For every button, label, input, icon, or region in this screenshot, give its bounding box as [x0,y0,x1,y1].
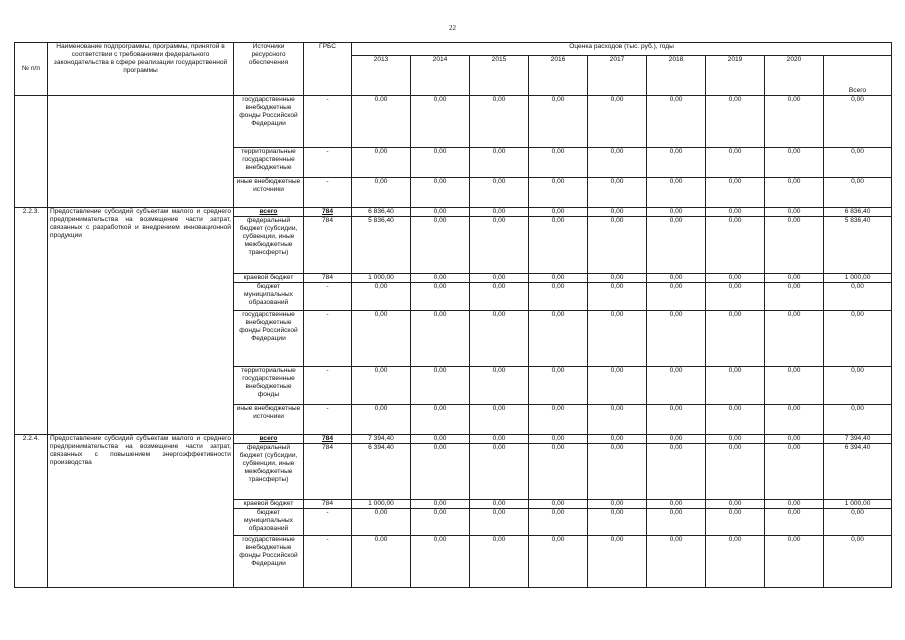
grbs-cell: - [304,311,352,367]
header-year: 2016 [529,56,588,96]
total-value-cell: 0,00 [824,148,892,178]
year-value-cell: 0,00 [706,500,765,509]
header-no: № п/п [15,43,48,96]
grbs-cell: - [304,283,352,311]
year-value-cell: 0,00 [706,96,765,148]
total-value-cell: 0,00 [824,96,892,148]
year-value-cell: 0,00 [647,311,706,367]
total-value-cell: 0,00 [824,405,892,435]
source-cell: территориальные государственные внебюджетные [234,148,304,178]
year-value-cell: 0,00 [588,283,647,311]
year-value-cell: 0,00 [470,367,529,405]
header-year: 2014 [411,56,470,96]
year-value-cell: 0,00 [588,367,647,405]
header-total: Всего [824,56,892,96]
year-value-cell: 0,00 [529,208,588,217]
year-value-cell: 0,00 [529,367,588,405]
year-value-cell: 0,00 [352,405,411,435]
source-cell: федеральный бюджет (субсидии, субвенции, иные межбюджетные трансферты) [234,444,304,500]
year-value-cell: 0,00 [352,536,411,588]
item-number: 2.2.3. [15,208,48,435]
year-value-cell: 0,00 [588,405,647,435]
year-value-cell: 0,00 [529,217,588,274]
source-cell: всего [234,435,304,444]
total-value-cell: 5 836,40 [824,217,892,274]
year-value-cell: 0,00 [647,217,706,274]
year-value-cell: 0,00 [411,217,470,274]
year-value-cell: 0,00 [411,405,470,435]
year-value-cell: 0,00 [706,435,765,444]
year-value-cell: 0,00 [706,444,765,500]
year-value-cell: 0,00 [529,509,588,536]
year-value-cell: 6 836,40 [352,208,411,217]
year-value-cell: 0,00 [765,435,824,444]
source-cell: государственные внебюджетные фонды Российской Федерации [234,536,304,588]
year-value-cell: 0,00 [588,509,647,536]
source-cell: краевой бюджет [234,500,304,509]
grbs-cell: - [304,509,352,536]
total-value-cell: 0,00 [824,509,892,536]
year-value-cell: 0,00 [529,178,588,208]
year-value-cell: 0,00 [706,405,765,435]
year-value-cell: 0,00 [411,96,470,148]
year-value-cell: 0,00 [588,536,647,588]
source-cell: государственные внебюджетные фонды Российской Федерации [234,311,304,367]
total-value-cell: 6 394,40 [824,444,892,500]
year-value-cell: 0,00 [765,367,824,405]
year-value-cell: 0,00 [352,178,411,208]
year-value-cell: 0,00 [470,96,529,148]
year-value-cell: 0,00 [470,178,529,208]
year-value-cell: 0,00 [588,274,647,283]
year-value-cell: 1 000,00 [352,274,411,283]
year-value-cell: 0,00 [352,367,411,405]
year-value-cell: 0,00 [529,311,588,367]
table-row [15,96,892,148]
year-value-cell: 0,00 [706,367,765,405]
total-value-cell: 6 836,40 [824,208,892,217]
year-value-cell: 0,00 [470,217,529,274]
item-number: 2.2.4. [15,435,48,588]
year-value-cell: 0,00 [765,509,824,536]
year-value-cell: 5 836,40 [352,217,411,274]
header-grbs: ГРБС [304,43,352,96]
year-value-cell: 0,00 [647,178,706,208]
year-value-cell: 0,00 [765,444,824,500]
year-value-cell: 0,00 [706,274,765,283]
header-year: 2017 [588,56,647,96]
year-value-cell: 0,00 [706,148,765,178]
total-value-cell: 0,00 [824,536,892,588]
year-value-cell: 0,00 [706,283,765,311]
header-year: 2015 [470,56,529,96]
year-value-cell: 0,00 [647,96,706,148]
grbs-cell: 784 [304,444,352,500]
grbs-cell: 784 [304,208,352,217]
source-cell: государственные внебюджетные фонды Российской Федерации [234,96,304,148]
grbs-cell: - [304,96,352,148]
year-value-cell: 0,00 [470,500,529,509]
year-value-cell: 0,00 [411,536,470,588]
year-value-cell: 0,00 [706,509,765,536]
year-value-cell: 0,00 [647,509,706,536]
year-value-cell: 0,00 [529,148,588,178]
year-value-cell: 0,00 [411,435,470,444]
year-value-cell: 0,00 [706,311,765,367]
total-value-cell: 1 000,00 [824,500,892,509]
year-value-cell: 0,00 [588,311,647,367]
year-value-cell: 0,00 [470,435,529,444]
source-cell: иные внебюджетные источники [234,178,304,208]
year-value-cell: 0,00 [765,311,824,367]
year-value-cell: 0,00 [706,208,765,217]
year-value-cell: 0,00 [647,148,706,178]
year-value-cell: 0,00 [647,435,706,444]
source-cell: территориальные государственные внебюджетные фонды [234,367,304,405]
grbs-cell: - [304,178,352,208]
year-value-cell: 0,00 [765,283,824,311]
year-value-cell: 0,00 [411,178,470,208]
year-value-cell: 0,00 [765,178,824,208]
year-value-cell: 0,00 [529,500,588,509]
year-value-cell: 0,00 [647,274,706,283]
year-value-cell: 0,00 [470,509,529,536]
year-value-cell: 0,00 [470,283,529,311]
year-value-cell: 0,00 [647,405,706,435]
year-value-cell: 0,00 [411,274,470,283]
year-value-cell: 7 394,40 [352,435,411,444]
year-value-cell: 0,00 [588,435,647,444]
year-value-cell: 0,00 [529,283,588,311]
year-value-cell: 0,00 [765,217,824,274]
year-value-cell: 0,00 [588,444,647,500]
year-value-cell: 0,00 [588,217,647,274]
year-value-cell: 0,00 [706,178,765,208]
year-value-cell: 0,00 [411,500,470,509]
year-value-cell: 0,00 [765,405,824,435]
item-name: Предоставление субсидий субъектам малого и среднего предпринимательства на возмещение части затрат, связанных с повышением энергоэффективности производства [48,435,234,588]
year-value-cell: 0,00 [411,148,470,178]
year-value-cell: 0,00 [352,311,411,367]
grbs-cell: - [304,536,352,588]
year-value-cell: 0,00 [470,536,529,588]
year-value-cell: 0,00 [588,148,647,178]
total-value-cell: 0,00 [824,367,892,405]
year-value-cell: 0,00 [647,208,706,217]
year-value-cell: 0,00 [529,435,588,444]
year-value-cell: 0,00 [647,500,706,509]
year-value-cell: 0,00 [470,274,529,283]
year-value-cell: 0,00 [411,367,470,405]
source-cell: краевой бюджет [234,274,304,283]
year-value-cell: 0,00 [765,500,824,509]
table-row [15,435,892,444]
year-value-cell: 0,00 [529,274,588,283]
total-value-cell: 0,00 [824,283,892,311]
source-cell: бюджет муниципальных образований [234,283,304,311]
total-value-cell: 7 394,40 [824,435,892,444]
grbs-cell: - [304,148,352,178]
year-value-cell: 0,00 [411,444,470,500]
expense-table [14,42,892,588]
year-value-cell: 0,00 [765,148,824,178]
source-cell: бюджет муниципальных образований [234,509,304,536]
grbs-cell: 784 [304,435,352,444]
total-value-cell: 1 000,00 [824,274,892,283]
year-value-cell: 1 000,00 [352,500,411,509]
item-number [15,96,48,208]
year-value-cell: 0,00 [352,283,411,311]
year-value-cell: 0,00 [470,311,529,367]
header-source: Источники ресурсного обеспечения [234,43,304,96]
year-value-cell: 0,00 [529,405,588,435]
year-value-cell: 0,00 [352,96,411,148]
year-value-cell: 0,00 [647,536,706,588]
year-value-cell: 0,00 [411,509,470,536]
header-name: Наименование подпрограммы, программы, принятой в соответствии с требованиями федерального законодательства в сфере реализации государственной программы [48,43,234,96]
page-number: 22 [449,24,456,32]
year-value-cell: 0,00 [352,148,411,178]
year-value-cell: 0,00 [470,208,529,217]
year-value-cell: 0,00 [588,96,647,148]
grbs-cell: 784 [304,500,352,509]
item-name: Предоставление субсидий субъектам малого и среднего предпринимательства на возмещение части затрат, связанных с разработкой и внедрением инновационной продукции [48,208,234,435]
year-value-cell: 6 394,40 [352,444,411,500]
header-year: 2018 [647,56,706,96]
year-value-cell: 0,00 [529,96,588,148]
year-value-cell: 0,00 [588,500,647,509]
year-value-cell: 0,00 [647,283,706,311]
year-value-cell: 0,00 [470,405,529,435]
year-value-cell: 0,00 [765,208,824,217]
source-cell: иные внебюджетные источники [234,405,304,435]
header-year: 2020 [765,56,824,96]
item-name [48,96,234,208]
year-value-cell: 0,00 [411,283,470,311]
header-year: 2013 [352,56,411,96]
year-value-cell: 0,00 [588,208,647,217]
year-value-cell: 0,00 [706,536,765,588]
header-year: 2019 [706,56,765,96]
year-value-cell: 0,00 [765,536,824,588]
grbs-cell: 784 [304,274,352,283]
year-value-cell: 0,00 [352,509,411,536]
source-cell: всего [234,208,304,217]
year-value-cell: 0,00 [765,96,824,148]
source-cell: федеральный бюджет (субсидии, субвенции, иные межбюджетные трансферты) [234,217,304,274]
table-row [15,208,892,217]
total-value-cell: 0,00 [824,178,892,208]
total-value-cell: 0,00 [824,311,892,367]
year-value-cell: 0,00 [529,536,588,588]
year-value-cell: 0,00 [470,444,529,500]
year-value-cell: 0,00 [765,274,824,283]
grbs-cell: 784 [304,217,352,274]
year-value-cell: 0,00 [411,208,470,217]
year-value-cell: 0,00 [411,311,470,367]
year-value-cell: 0,00 [647,367,706,405]
year-value-cell: 0,00 [588,178,647,208]
grbs-cell: - [304,405,352,435]
year-value-cell: 0,00 [706,217,765,274]
header-estimate: Оценка расходов (тыс. руб.), годы [352,43,892,56]
grbs-cell: - [304,367,352,405]
year-value-cell: 0,00 [529,444,588,500]
year-value-cell: 0,00 [470,148,529,178]
year-value-cell: 0,00 [647,444,706,500]
